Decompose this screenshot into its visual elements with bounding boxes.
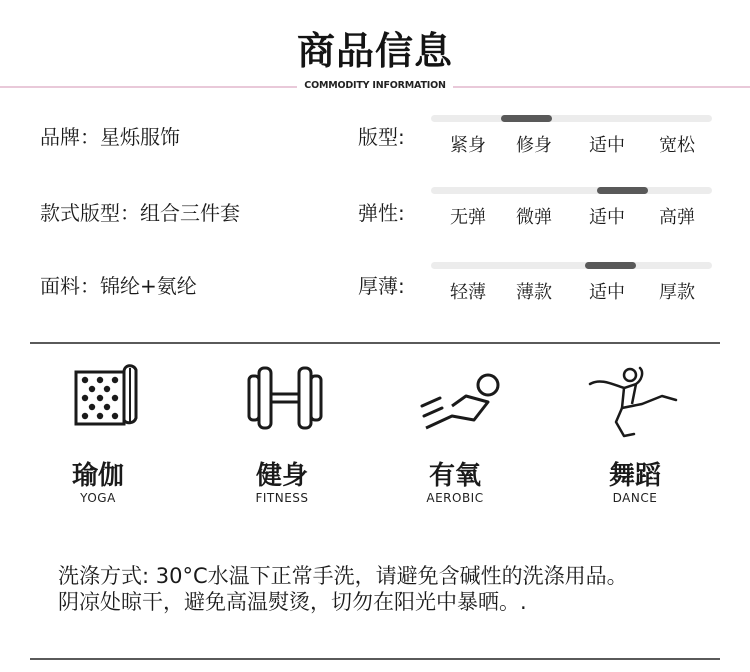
care-instructions-line-2: 阴凉处晾干，避免高温熨烫，切勿在阳光中暴晒。. [58, 590, 527, 614]
activity-dance-cn: 舞蹈 [608, 461, 661, 491]
fit-scale-indicator [501, 115, 552, 122]
page-subtitle [0, 80, 750, 91]
activity-aerobic-cn: 有氧 [428, 461, 481, 491]
fit-scale-label: 版型: [358, 125, 405, 149]
yoga-mat-icon [72, 362, 142, 428]
page-title: 商品信息 [296, 29, 453, 73]
thickness-scale-label: 厚薄: [358, 274, 405, 298]
thickness-option-4: 厚款 [659, 282, 695, 303]
thickness-scale-track [431, 262, 712, 269]
fit-option-1: 紧身 [450, 135, 486, 156]
activity-aerobic-en: AEROBIC [426, 491, 484, 505]
thickness-scale-indicator [585, 262, 636, 269]
fit-scale-track [431, 115, 712, 122]
activity-yoga-cn: 瑜伽 [71, 461, 124, 491]
elasticity-option-3: 适中 [589, 207, 625, 228]
dumbbell-icon [244, 366, 326, 430]
brand-spec: 品牌：星烁服饰 [40, 125, 180, 149]
thickness-option-3: 适中 [589, 282, 625, 303]
elasticity-option-4: 高弹 [659, 207, 695, 228]
activity-fitness-cn: 健身 [255, 461, 308, 491]
thickness-option-2: 薄款 [516, 282, 552, 303]
elasticity-option-1: 无弹 [450, 207, 486, 228]
fit-option-3: 适中 [589, 135, 625, 156]
style-spec: 款式版型：组合三件套 [40, 201, 240, 225]
section-divider-bottom [30, 658, 720, 660]
activity-fitness-en: FITNESS [255, 491, 309, 505]
elasticity-scale-indicator [597, 187, 648, 194]
activity-yoga-en: YOGA [80, 491, 116, 505]
fabric-spec: 面料：锦纶+氨纶 [40, 274, 197, 298]
elasticity-option-2: 微弹 [516, 207, 552, 228]
section-divider-top [30, 342, 720, 344]
thickness-option-1: 轻薄 [450, 282, 486, 303]
activity-dance-en: DANCE [612, 491, 658, 505]
elasticity-scale-label: 弹性: [358, 201, 405, 225]
fit-option-4: 宽松 [659, 135, 695, 156]
runner-icon [418, 372, 502, 434]
dancer-icon [586, 364, 682, 440]
elasticity-scale-track [431, 187, 712, 194]
fit-option-2: 修身 [516, 135, 552, 156]
care-instructions-line-1: 洗涤方式: 30°C水温下正常手洗，请避免含碱性的洗涤用品。 [58, 564, 628, 588]
subtitle-text: COMMODITY INFORMATION [297, 80, 452, 91]
